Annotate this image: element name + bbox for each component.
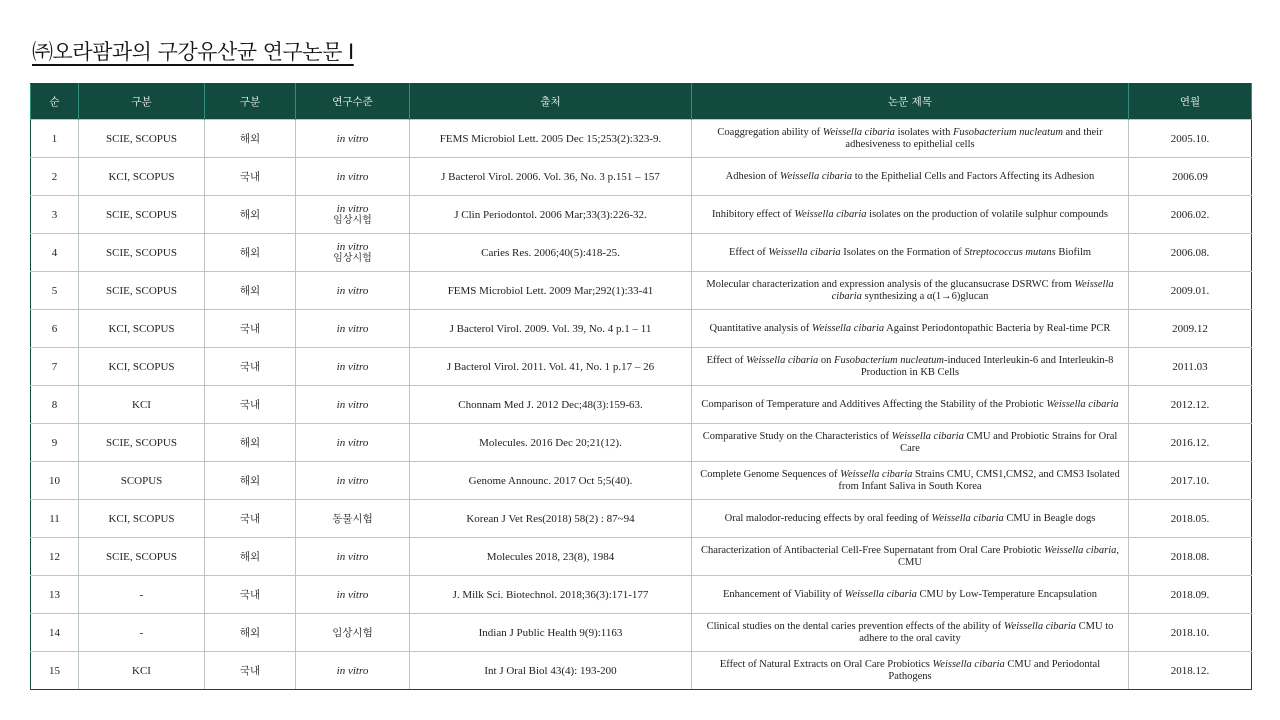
cell-title — [692, 234, 1129, 272]
title-species-text: Weissella cibaria — [1046, 398, 1119, 410]
table-row — [31, 652, 1252, 690]
cell-no: 1 — [31, 120, 79, 158]
level-text-secondary: 임상시험 — [333, 252, 372, 264]
cell-title — [692, 348, 1129, 386]
title-text: Biofilm — [1055, 246, 1092, 258]
level-text-secondary: 임상시험 — [333, 214, 372, 226]
cell-level — [296, 310, 410, 348]
cell-no: 2 — [31, 158, 79, 196]
cell-no: 3 — [31, 196, 79, 234]
title-text: Adhesion of — [725, 170, 780, 182]
cell-date: 2005.10. — [1129, 120, 1252, 158]
title-text: and their adhesiveness to epithelial cells — [845, 126, 1103, 150]
cell-index: SCIE, SCOPUS — [79, 424, 205, 462]
title-text: Inhibitory effect of — [711, 208, 795, 220]
title-text: CMU to adhere to the oral cavity — [859, 620, 1114, 644]
cell-date: 2018.09. — [1129, 576, 1252, 614]
level-text: in vitro — [336, 202, 369, 215]
title-text: Complete Genome Sequences of — [700, 468, 841, 480]
title-species-text: Weissella cibaria — [1044, 544, 1117, 556]
title-species-text: Streptococcus mutans — [964, 246, 1056, 258]
title-text: Effect of Natural Extracts on Oral Care Probiotics — [719, 658, 933, 670]
cell-region: 해외 — [205, 120, 296, 158]
cell-source: Korean J Vet Res(2018) 58(2) : 87~94 — [410, 500, 692, 538]
cell-date: 2011.03 — [1129, 348, 1252, 386]
title-species-text: Weissella cibaria — [932, 658, 1005, 670]
level-text: in vitro — [336, 664, 369, 677]
title-text: Strains CMU, CMS1,CMS2, and CMS3 Isolated from Infant Saliva in South Korea — [838, 468, 1120, 492]
level-text: in vitro — [336, 360, 369, 373]
title-text: Isolates on the Formation of — [840, 246, 965, 258]
header-no: 순 — [31, 84, 79, 120]
cell-no: 7 — [31, 348, 79, 386]
table-row — [31, 500, 1252, 538]
cell-title — [692, 652, 1129, 690]
title-text: isolates on the production of volatile sulphur compounds — [866, 208, 1109, 220]
cell-no: 6 — [31, 310, 79, 348]
cell-source: Indian J Public Health 9(9):1163 — [410, 614, 692, 652]
title-species-text: Weissella cibaria — [931, 512, 1004, 524]
cell-region: 해외 — [205, 538, 296, 576]
cell-date: 2018.05. — [1129, 500, 1252, 538]
title-species-text: Weissella cibaria — [811, 322, 885, 334]
title-text: Quantitative analysis of — [709, 322, 812, 334]
cell-level — [296, 462, 410, 500]
page-title: ㈜오라팜과의 구강유산균 연구논문 Ⅰ — [32, 40, 354, 64]
cell-title — [692, 576, 1129, 614]
cell-index: SCIE, SCOPUS — [79, 272, 205, 310]
cell-region: 국내 — [205, 348, 296, 386]
cell-no: 12 — [31, 538, 79, 576]
cell-no: 13 — [31, 576, 79, 614]
title-text: on — [818, 354, 835, 366]
title-text: Coaggregation ability of — [717, 126, 823, 138]
cell-level — [296, 348, 410, 386]
header-region: 구분 — [205, 84, 296, 120]
title-text: Effect of — [728, 246, 769, 258]
cell-title — [692, 538, 1129, 576]
cell-source: J Clin Periodontol. 2006 Mar;33(3):226-32. — [410, 196, 692, 234]
table-row — [31, 310, 1252, 348]
cell-title — [692, 196, 1129, 234]
header-date: 연월 — [1129, 84, 1252, 120]
cell-region: 해외 — [205, 234, 296, 272]
title-text: Clinical studies on the dental caries prevention effects of the ability of — [706, 620, 1004, 632]
cell-index: KCI — [79, 386, 205, 424]
title-species-text: Weissella cibaria — [779, 170, 853, 182]
cell-index: SCIE, SCOPUS — [79, 120, 205, 158]
cell-date: 2009.01. — [1129, 272, 1252, 310]
level-text: in vitro — [336, 132, 369, 145]
research-papers-table — [30, 83, 1252, 690]
cell-level — [296, 196, 410, 234]
cell-source: Chonnam Med J. 2012 Dec;48(3):159-63. — [410, 386, 692, 424]
cell-no: 14 — [31, 614, 79, 652]
cell-region: 국내 — [205, 158, 296, 196]
title-species-text: Fusobacterium nucleatum — [834, 354, 944, 366]
level-text: in vitro — [336, 322, 369, 335]
cell-region: 해외 — [205, 462, 296, 500]
title-species-text: Weissella cibaria — [1003, 620, 1077, 632]
title-species-text: Weissella cibaria — [831, 278, 1114, 302]
cell-level — [296, 386, 410, 424]
level-text: in vitro — [336, 474, 369, 487]
cell-region: 해외 — [205, 424, 296, 462]
cell-index: SCOPUS — [79, 462, 205, 500]
title-text: , CMU — [898, 544, 1120, 568]
title-species-text: Fusobacterium nucleatum — [952, 126, 1063, 138]
table-row — [31, 538, 1252, 576]
cell-no: 9 — [31, 424, 79, 462]
title-text: Enhancement of Viability of — [723, 588, 845, 600]
title-species-text: Weissella cibaria — [746, 354, 819, 366]
cell-title — [692, 462, 1129, 500]
cell-date: 2018.12. — [1129, 652, 1252, 690]
cell-date: 2017.10. — [1129, 462, 1252, 500]
cell-region: 국내 — [205, 386, 296, 424]
cell-date: 2009.12 — [1129, 310, 1252, 348]
cell-title — [692, 614, 1129, 652]
title-text: Against Periodontopathic Bacteria by Real-time PCR — [884, 322, 1111, 334]
cell-index: KCI, SCOPUS — [79, 500, 205, 538]
cell-date: 2006.09 — [1129, 158, 1252, 196]
cell-no: 11 — [31, 500, 79, 538]
cell-index: SCIE, SCOPUS — [79, 234, 205, 272]
cell-date: 2012.12. — [1129, 386, 1252, 424]
cell-index: KCI, SCOPUS — [79, 310, 205, 348]
cell-date: 2006.08. — [1129, 234, 1252, 272]
title-species-text: Weissella cibaria — [768, 246, 841, 258]
table-row — [31, 462, 1252, 500]
table-row — [31, 158, 1252, 196]
cell-index: - — [79, 576, 205, 614]
level-text: in vitro — [336, 550, 369, 563]
cell-level — [296, 234, 410, 272]
table-row — [31, 576, 1252, 614]
title-species-text: Weissella cibaria — [840, 468, 913, 480]
cell-region: 국내 — [205, 576, 296, 614]
level-text: in vitro — [336, 284, 369, 297]
title-text: Effect of — [706, 354, 747, 366]
cell-title — [692, 272, 1129, 310]
title-text: Comparative Study on the Characteristics of — [702, 430, 892, 442]
table-row — [31, 120, 1252, 158]
cell-no: 5 — [31, 272, 79, 310]
cell-date: 2018.08. — [1129, 538, 1252, 576]
title-text: Oral malodor-reducing effects by oral feeding of — [724, 512, 932, 524]
cell-level — [296, 120, 410, 158]
cell-date: 2016.12. — [1129, 424, 1252, 462]
cell-source: Int J Oral Biol 43(4): 193-200 — [410, 652, 692, 690]
cell-region: 해외 — [205, 272, 296, 310]
cell-source: FEMS Microbiol Lett. 2009 Mar;292(1):33-41 — [410, 272, 692, 310]
cell-region: 국내 — [205, 310, 296, 348]
title-text: CMU by Low-Temperature Encapsulation — [916, 588, 1097, 600]
header-title: 논문 제목 — [692, 84, 1129, 120]
level-text: in vitro — [336, 240, 369, 253]
cell-title — [692, 120, 1129, 158]
cell-index: - — [79, 614, 205, 652]
table-row — [31, 386, 1252, 424]
level-text: in vitro — [336, 588, 369, 601]
cell-level — [296, 614, 410, 652]
cell-source: Molecules 2018, 23(8), 1984 — [410, 538, 692, 576]
title-text: CMU and Periodontal Pathogens — [888, 658, 1101, 682]
cell-source: Molecules. 2016 Dec 20;21(12). — [410, 424, 692, 462]
cell-level — [296, 272, 410, 310]
cell-date: 2006.02. — [1129, 196, 1252, 234]
title-species-text: Weissella cibaria — [794, 208, 867, 220]
cell-level — [296, 158, 410, 196]
cell-source: Caries Res. 2006;40(5):418-25. — [410, 234, 692, 272]
title-text: -induced Interleukin-6 and Interleukin-8 Production in KB Cells — [860, 354, 1114, 378]
cell-source: FEMS Microbiol Lett. 2005 Dec 15;253(2):323-9. — [410, 120, 692, 158]
cell-source: Genome Announc. 2017 Oct 5;5(40). — [410, 462, 692, 500]
title-text: Comparison of Temperature and Additives Affecting the Stability of the Probiotic — [701, 398, 1047, 410]
cell-index: SCIE, SCOPUS — [79, 196, 205, 234]
cell-index: KCI — [79, 652, 205, 690]
title-text: isolates with — [894, 126, 953, 138]
table-row — [31, 348, 1252, 386]
table-row — [31, 424, 1252, 462]
level-text: 임상시험 — [332, 626, 373, 639]
level-text: 동물시험 — [332, 512, 373, 525]
cell-index: KCI, SCOPUS — [79, 348, 205, 386]
header-source: 출처 — [410, 84, 692, 120]
title-species-text: Weissella cibaria — [844, 588, 917, 600]
cell-region: 해외 — [205, 614, 296, 652]
title-text: to the Epithelial Cells and Factors Affecting its Adhesion — [852, 170, 1095, 182]
level-text: in vitro — [336, 170, 369, 183]
cell-no: 15 — [31, 652, 79, 690]
cell-source: J Bacterol Virol. 2009. Vol. 39, No. 4 p.1 – 11 — [410, 310, 692, 348]
title-text: Molecular characterization and expression analysis of the glucansucrase DSRWC from — [706, 278, 1075, 290]
table-header-row — [31, 84, 1252, 120]
cell-no: 4 — [31, 234, 79, 272]
cell-index: KCI, SCOPUS — [79, 158, 205, 196]
cell-source: J Bacterol Virol. 2006. Vol. 36, No. 3 p.151 – 157 — [410, 158, 692, 196]
title-text: Characterization of Antibacterial Cell-Free Supernatant from Oral Care Probiotic — [700, 544, 1045, 556]
table-row — [31, 196, 1252, 234]
cell-region: 국내 — [205, 500, 296, 538]
cell-source: J Bacterol Virol. 2011. Vol. 41, No. 1 p.17 – 26 — [410, 348, 692, 386]
cell-index: SCIE, SCOPUS — [79, 538, 205, 576]
table-row — [31, 234, 1252, 272]
table-row — [31, 272, 1252, 310]
cell-level — [296, 500, 410, 538]
cell-region: 국내 — [205, 652, 296, 690]
cell-title — [692, 500, 1129, 538]
header-level: 연구수준 — [296, 84, 410, 120]
title-species-text: Weissella cibaria — [822, 126, 895, 138]
title-species-text: Weissella cibaria — [891, 430, 964, 442]
cell-source: J. Milk Sci. Biotechnol. 2018;36(3):171-177 — [410, 576, 692, 614]
cell-no: 8 — [31, 386, 79, 424]
cell-level — [296, 424, 410, 462]
header-index: 구분 — [79, 84, 205, 120]
table-row — [31, 614, 1252, 652]
cell-title — [692, 310, 1129, 348]
cell-level — [296, 538, 410, 576]
level-text: in vitro — [336, 398, 369, 411]
title-text: CMU and Probiotic Strains for Oral Care — [900, 430, 1118, 454]
cell-title — [692, 424, 1129, 462]
cell-no: 10 — [31, 462, 79, 500]
cell-title — [692, 158, 1129, 196]
title-text: CMU in Beagle dogs — [1003, 512, 1096, 524]
cell-title — [692, 386, 1129, 424]
cell-region: 해외 — [205, 196, 296, 234]
cell-date: 2018.10. — [1129, 614, 1252, 652]
title-text: synthesizing a α(1→6)glucan — [861, 290, 989, 302]
level-text: in vitro — [336, 436, 369, 449]
cell-level — [296, 576, 410, 614]
cell-level — [296, 652, 410, 690]
